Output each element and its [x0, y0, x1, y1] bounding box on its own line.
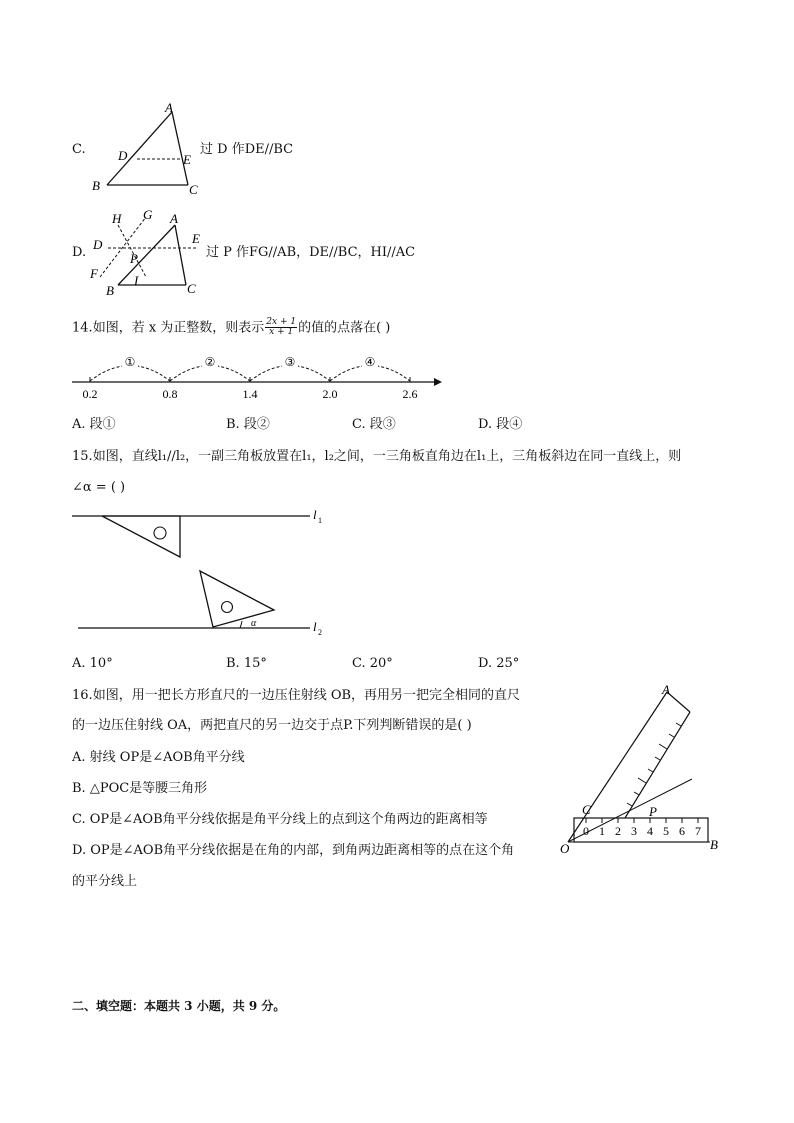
- q15-label-l2-sub: 2: [318, 628, 322, 637]
- q15-stem-line2: ∠α = ( ): [72, 480, 126, 495]
- q15-stem-line1: [72, 450, 681, 463]
- q14-segment-2: ②: [204, 355, 216, 369]
- q14-segment-3: ③: [284, 355, 296, 369]
- q16-stem-line2: 的一边压住射线 OA，两把直尺的另一边交于点P.下列判断错误的是( ): [72, 718, 472, 733]
- q14-tick-3: 2.0: [322, 387, 338, 401]
- q16-ruler-number-1: 1: [599, 824, 605, 838]
- q13c-label-a: A: [165, 100, 173, 115]
- q15-label-alpha: α: [251, 618, 257, 629]
- q15-label-l1-sub: 1: [318, 516, 322, 525]
- q14-option-d[interactable]: D. 段④: [478, 417, 523, 432]
- q16-ruler-number-6: 6: [679, 824, 685, 838]
- q14-tick-1: 0.8: [162, 387, 178, 401]
- q16-ruler-number-5: 5: [663, 824, 669, 838]
- q13-option-d-triangle-figure: [88, 205, 218, 300]
- q15-label-l2: l: [313, 619, 317, 634]
- q14-number-line-figure: [70, 348, 450, 403]
- q16-option-d[interactable]: D. OP是∠AOB角平分线依据是在角的内部，到角两边距离相等的点在这个角: [72, 843, 515, 858]
- q16-rulers-figure: [560, 682, 735, 857]
- q14-tick-4: 2.6: [402, 387, 418, 401]
- q14-tick-2: 1.4: [242, 387, 258, 401]
- q14-stem-post: 的值的点落在( ): [298, 320, 391, 336]
- q16-label-o: O: [560, 841, 570, 856]
- q14-segment-1: ①: [124, 355, 136, 369]
- q16-label-p: P: [649, 804, 657, 819]
- q15-option-c[interactable]: C. 20°: [352, 656, 393, 671]
- q14-stem: [72, 318, 390, 338]
- q16-option-d-continued: 的平分线上: [72, 874, 138, 889]
- q16-option-b[interactable]: B. △POC是等腰三角形: [72, 781, 208, 796]
- q16-label-b: B: [710, 837, 718, 852]
- q13d-label-c: C: [187, 281, 196, 296]
- q13d-label-d: D: [93, 237, 103, 252]
- q16-stem-text: 如图，用一把长方形直尺的一边压住射线 OB，再用另一把完全相同的直尺: [92, 688, 521, 703]
- q13d-label-f: F: [90, 266, 98, 281]
- q16-ruler-number-3: 3: [631, 824, 637, 838]
- q14-fraction: [265, 318, 297, 338]
- q14-tick-0: 0.2: [82, 387, 98, 401]
- q14-option-a[interactable]: A. 段①: [72, 417, 116, 432]
- q14-stem-pre: 如图，若 x 为正整数，则表示: [92, 320, 265, 336]
- q13c-label-e: E: [183, 152, 191, 167]
- q13d-label-g: G: [143, 207, 153, 222]
- q13d-label-p: P: [130, 251, 138, 266]
- q13c-label-b: B: [92, 178, 100, 193]
- q15-parallel-lines-figure: [70, 505, 340, 640]
- q16-label-c: C: [582, 802, 591, 817]
- q13-option-d-letter: D.: [72, 245, 87, 260]
- q13-option-c-letter: C.: [72, 142, 86, 157]
- q15-option-d[interactable]: D. 25°: [478, 656, 520, 671]
- q13c-label-c: C: [189, 182, 198, 197]
- q16-label-a: A: [662, 682, 670, 697]
- q13c-label-d: D: [118, 148, 128, 163]
- q16-ruler-number-4: 4: [647, 824, 653, 838]
- q14-option-b[interactable]: B. 段②: [226, 417, 270, 432]
- q16-number: 16.: [72, 688, 93, 703]
- section-2-heading: 二、填空题：本题共 3 小题，共 9 分。: [72, 999, 286, 1013]
- q15-label-l1: l: [313, 507, 317, 522]
- q13-option-d-text: 过 P 作FG//AB，DE//BC，HI//AC: [206, 245, 416, 260]
- q16-ruler-number-7: 7: [695, 824, 701, 838]
- q13d-label-e: E: [192, 231, 200, 246]
- q14-option-c[interactable]: C. 段③: [352, 417, 396, 432]
- q15-option-b[interactable]: B. 15°: [226, 656, 267, 671]
- q14-fraction-numerator: 2x + 1: [266, 317, 297, 327]
- q15-number: 15.: [72, 449, 93, 464]
- q14-fraction-denominator: x + 1: [269, 327, 294, 338]
- q13d-label-h: H: [112, 211, 122, 226]
- q15-option-a[interactable]: A. 10°: [72, 656, 113, 671]
- q13d-label-i: I: [134, 273, 139, 288]
- q16-ruler-number-0: 0: [583, 824, 589, 838]
- q15-stem-text: 如图，直线l₁//l₂，一副三角板放置在l₁，l₂之间，一三角板直角边在l₁上，三角板斜边在同一直线上，则: [92, 449, 682, 464]
- q13d-label-b: B: [106, 283, 114, 298]
- q16-ruler-number-2: 2: [615, 824, 621, 838]
- q16-stem-line1: [72, 689, 520, 702]
- q13-option-c-text: 过 D 作DE//BC: [200, 142, 294, 157]
- q16-option-c[interactable]: C. OP是∠AOB角平分线依据是角平分线上的点到这个角两边的距离相等: [72, 812, 488, 827]
- q16-option-a[interactable]: A. 射线 OP是∠AOB角平分线: [72, 750, 245, 765]
- q13d-label-a: A: [170, 211, 178, 226]
- q14-number: 14.: [72, 320, 93, 336]
- q14-segment-4: ④: [364, 355, 376, 369]
